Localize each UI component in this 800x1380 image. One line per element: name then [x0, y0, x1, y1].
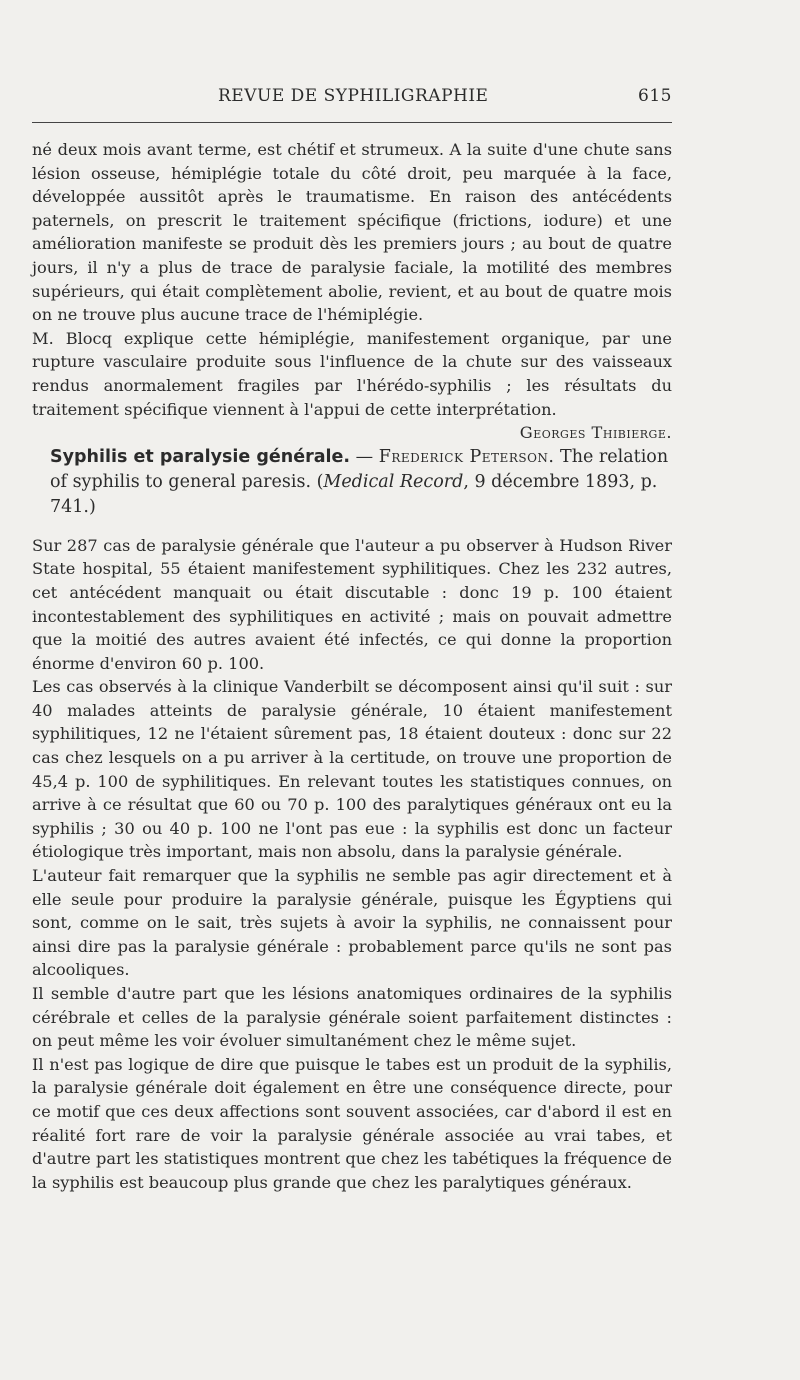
article-author: Frederick Peterson. — [378, 446, 555, 467]
paragraph: Il semble d'autre part que les lésions anatomiques ordinaires de la syphilis cérébrale et celles de la paralysie générale soient parfaitement distinctes : on peut même les voir évoluer simultanément chez le même sujet. — [32, 984, 672, 1051]
page-number: 615 — [638, 86, 672, 106]
journal-name: Medical Record — [323, 471, 464, 492]
article-title-bold: Syphilis et paralysie générale. — [50, 446, 351, 467]
header-rule — [32, 122, 672, 123]
author-signature: Georges Thibierge. — [519, 423, 672, 443]
paragraph: Sur 287 cas de paralysie générale que l'auteur a pu observer à Hudson River State hospital, 55 étaient manifestement syphilitiques. Chez les 232 autres, cet antécédent manquait ou était discutable : donc 19 p. 100 étaient incontestablement des syphilitiques en activité ; mais on pouvait admettre que la moitié des autres avaient été infectés, ce qui donne la proportion énorme d'environ 60 p. 100. — [32, 535, 672, 673]
title-dash: — — [350, 446, 379, 467]
paragraph: M. Blocq explique cette hémiplégie, manifestement organique, par une rupture vasculaire produite sous l'influence de la chute sur des vaisseaux rendus anormalement fragiles par l'hérédo-syphilis ; les résultats du traitement spécifique viennent à l'appui de cette interprétation. — [32, 328, 672, 419]
paragraph: L'auteur fait remarquer que la syphilis ne semble pas agir directement et à elle seule pour produire la paralysie générale, puisque les Égyptiens qui sont, comme on le sait, très sujets à avoir la syphilis, ne connaissent pour ainsi dire pas la paralysie générale : probablement parce qu'ils ne sont pas alcooliques. — [32, 866, 672, 980]
journal-title: REVUE DE SYPHILIGRAPHIE — [218, 86, 489, 106]
running-header — [32, 84, 672, 112]
paragraph: Il n'est pas logique de dire que puisque le tabes est un produit de la syphilis, la paralysie générale doit également en être une conséquence directe, pour ce motif que ces deux affections sont souvent associées, car d'abord il est en réalité fort rare de voir la paralysie générale associée au vrai tabes, et d'autre part les statistiques montrent que chez les tabétiques la fréquence de la syphilis est beaucoup plus grande que chez les paralytiques généraux. — [32, 1054, 672, 1192]
article-title — [32, 445, 672, 520]
page-body — [32, 138, 672, 1194]
paragraph: né deux mois avant terme, est chétif et strumeux. A la suite d'une chute sans lésion osseuse, hémiplégie totale du côté droit, peu marquée à la face, développée aussitôt après le traumatisme. En raison des antécédents paternels, on prescrit le traitement spécifique (frictions, iodure) et une amélioration manifeste se produit dès les premiers jours ; au bout de quatre jours, il n'y a plus de trace de paralysie faciale, la motilité des membres supérieurs, qui était complètement abolie, revient, et au bout de quatre mois on ne trouve plus aucune trace de l'hémiplégie. — [32, 140, 672, 325]
article-title-text: The relation of syphilis to general paresis. ( — [50, 446, 669, 492]
citation-end: , 9 décembre 1893, p. 741.) — [50, 471, 658, 517]
paragraph: Les cas observés à la clinique Vanderbilt se décomposent ainsi qu'il suit : sur 40 malades atteints de paralysie générale, 10 étaient manifestement syphilitiques, 12 ne l'étaient sûrement pas, 18 étaient douteux : donc sur 22 cas chez lesquels on a pu arriver à la certitude, on trouve une proportion de 45,4 p. 100 de syphilitiques. En relevant toutes les statistiques connues, on arrive à ce résultat que 60 ou 70 p. 100 des paralytiques généraux ont eu la syphilis ; 30 ou 40 p. 100 ne l'ont pas eue : la syphilis est donc un facteur étiologique très important, mais non absolu, dans la paralysie générale. — [32, 677, 672, 862]
